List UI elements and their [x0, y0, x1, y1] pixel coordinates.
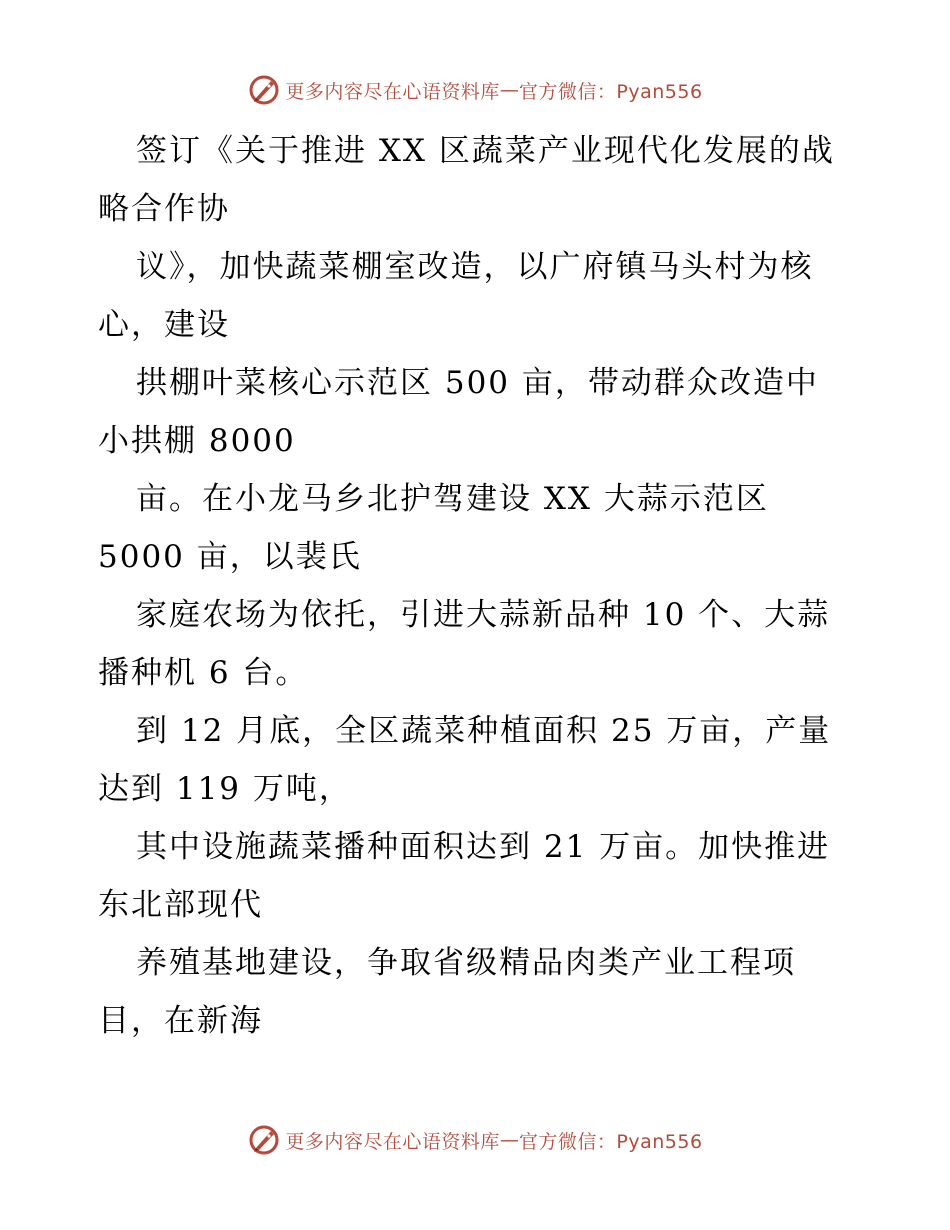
text-line: 目，在新海: [98, 1003, 263, 1039]
text-line: 养殖基地建设，争取省级精品肉类产业工程项: [136, 945, 796, 981]
text-line: 略合作协: [98, 191, 230, 227]
text-line: 家庭农场为依托，引进大蒜新品种 10 个、大蒜: [136, 597, 831, 633]
text-line: 达到 119 万吨，: [98, 771, 352, 807]
text-line: 拱棚叶菜核心示范区 500 亩，带动群众改造中: [136, 365, 819, 401]
footer-banner: [0, 1120, 950, 1160]
document-body: [98, 122, 858, 1050]
text-line: 播种机 6 台。: [98, 655, 309, 691]
text-line: 5000 亩，以裴氏: [98, 539, 362, 575]
banner-separator: —: [499, 79, 519, 101]
banner-wechat: 官方微信：Pyan556: [518, 1130, 703, 1153]
pen-nib-logo-icon: [247, 1123, 281, 1157]
text-line: 亩。在小龙马乡北护驾建设 XX 大蒜示范区: [136, 481, 769, 517]
banner-text: 更多内容尽在心语资料库: [285, 1130, 500, 1153]
header-banner: [0, 70, 950, 110]
text-line: 心，建设: [98, 307, 230, 343]
text-line: 到 12 月底，全区蔬菜种植面积 25 万亩，产量: [136, 713, 832, 749]
text-line: 签订《关于推进 XX 区蔬菜产业现代化发展的战: [136, 133, 835, 169]
banner-wechat: 官方微信：Pyan556: [518, 80, 703, 103]
text-line: 小拱棚 8000: [98, 423, 296, 459]
banner-text: 更多内容尽在心语资料库: [285, 80, 500, 103]
text-line: 东北部现代: [98, 887, 263, 923]
pen-nib-logo-icon: [247, 73, 281, 107]
banner-separator: —: [499, 1129, 519, 1151]
text-line: 议》，加快蔬菜棚室改造，以广府镇马头村为核: [136, 249, 814, 285]
text-line: 其中设施蔬菜播种面积达到 21 万亩。加快推进: [136, 829, 831, 865]
